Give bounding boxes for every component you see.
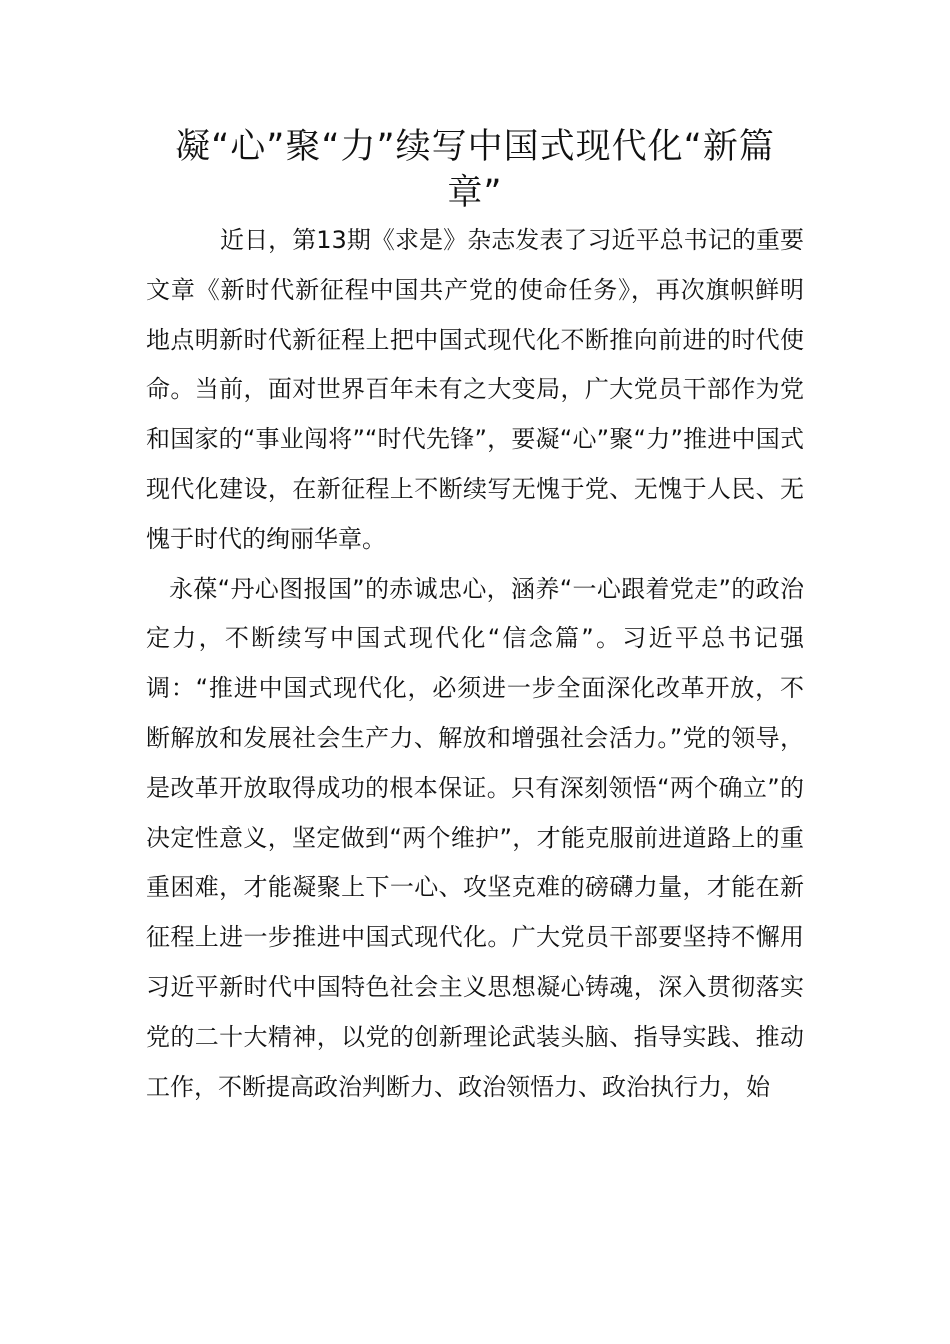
- article-body: [146, 216, 804, 1112]
- paragraph-1: 近日，第13期《求是》杂志发表了习近平总书记的重要文章《新时代新征程中国共产党的使命任务》，再次旗帜鲜明地点明新时代新征程上把中国式现代化不断推向前进的时代使命。当前，面对世界百年未有之大变局，广大党员干部作为党和国家的“事业闯将”“时代先锋”，要凝“心”聚“力”推进中国式现代化建设，在新征程上不断续写无愧于党、无愧于人民、无愧于时代的绚丽华章。: [146, 226, 804, 553]
- article-title: 凝“心”聚“力”续写中国式现代化“新篇章”: [175, 127, 775, 213]
- paragraph-2: 永葆“丹心图报国”的赤诚忠心，涵养“一心跟着党走”的政治定力，不断续写中国式现代化“信念篇”。习近平总书记强调：“推进中国式现代化，必须进一步全面深化改革开放，不断解放和发展社会生产力、解放和增强社会活力。”党的领导，是改革开放取得成功的根本保证。只有深刻领悟“两个确立”的决定性意义，坚定做到“两个维护”，才能克服前进道路上的重重困难，才能凝聚上下一心、攻坚克难的磅礴力量，才能在新征程上进一步推进中国式现代化。广大党员干部要坚持不懈用习近平新时代中国特色社会主义思想凝心铸魂，深入贯彻落实党的二十大精神，以党的创新理论武装头脑、指导实践、推动工作，不断提高政治判断力、政治领悟力、政治执行力，始: [146, 574, 804, 1101]
